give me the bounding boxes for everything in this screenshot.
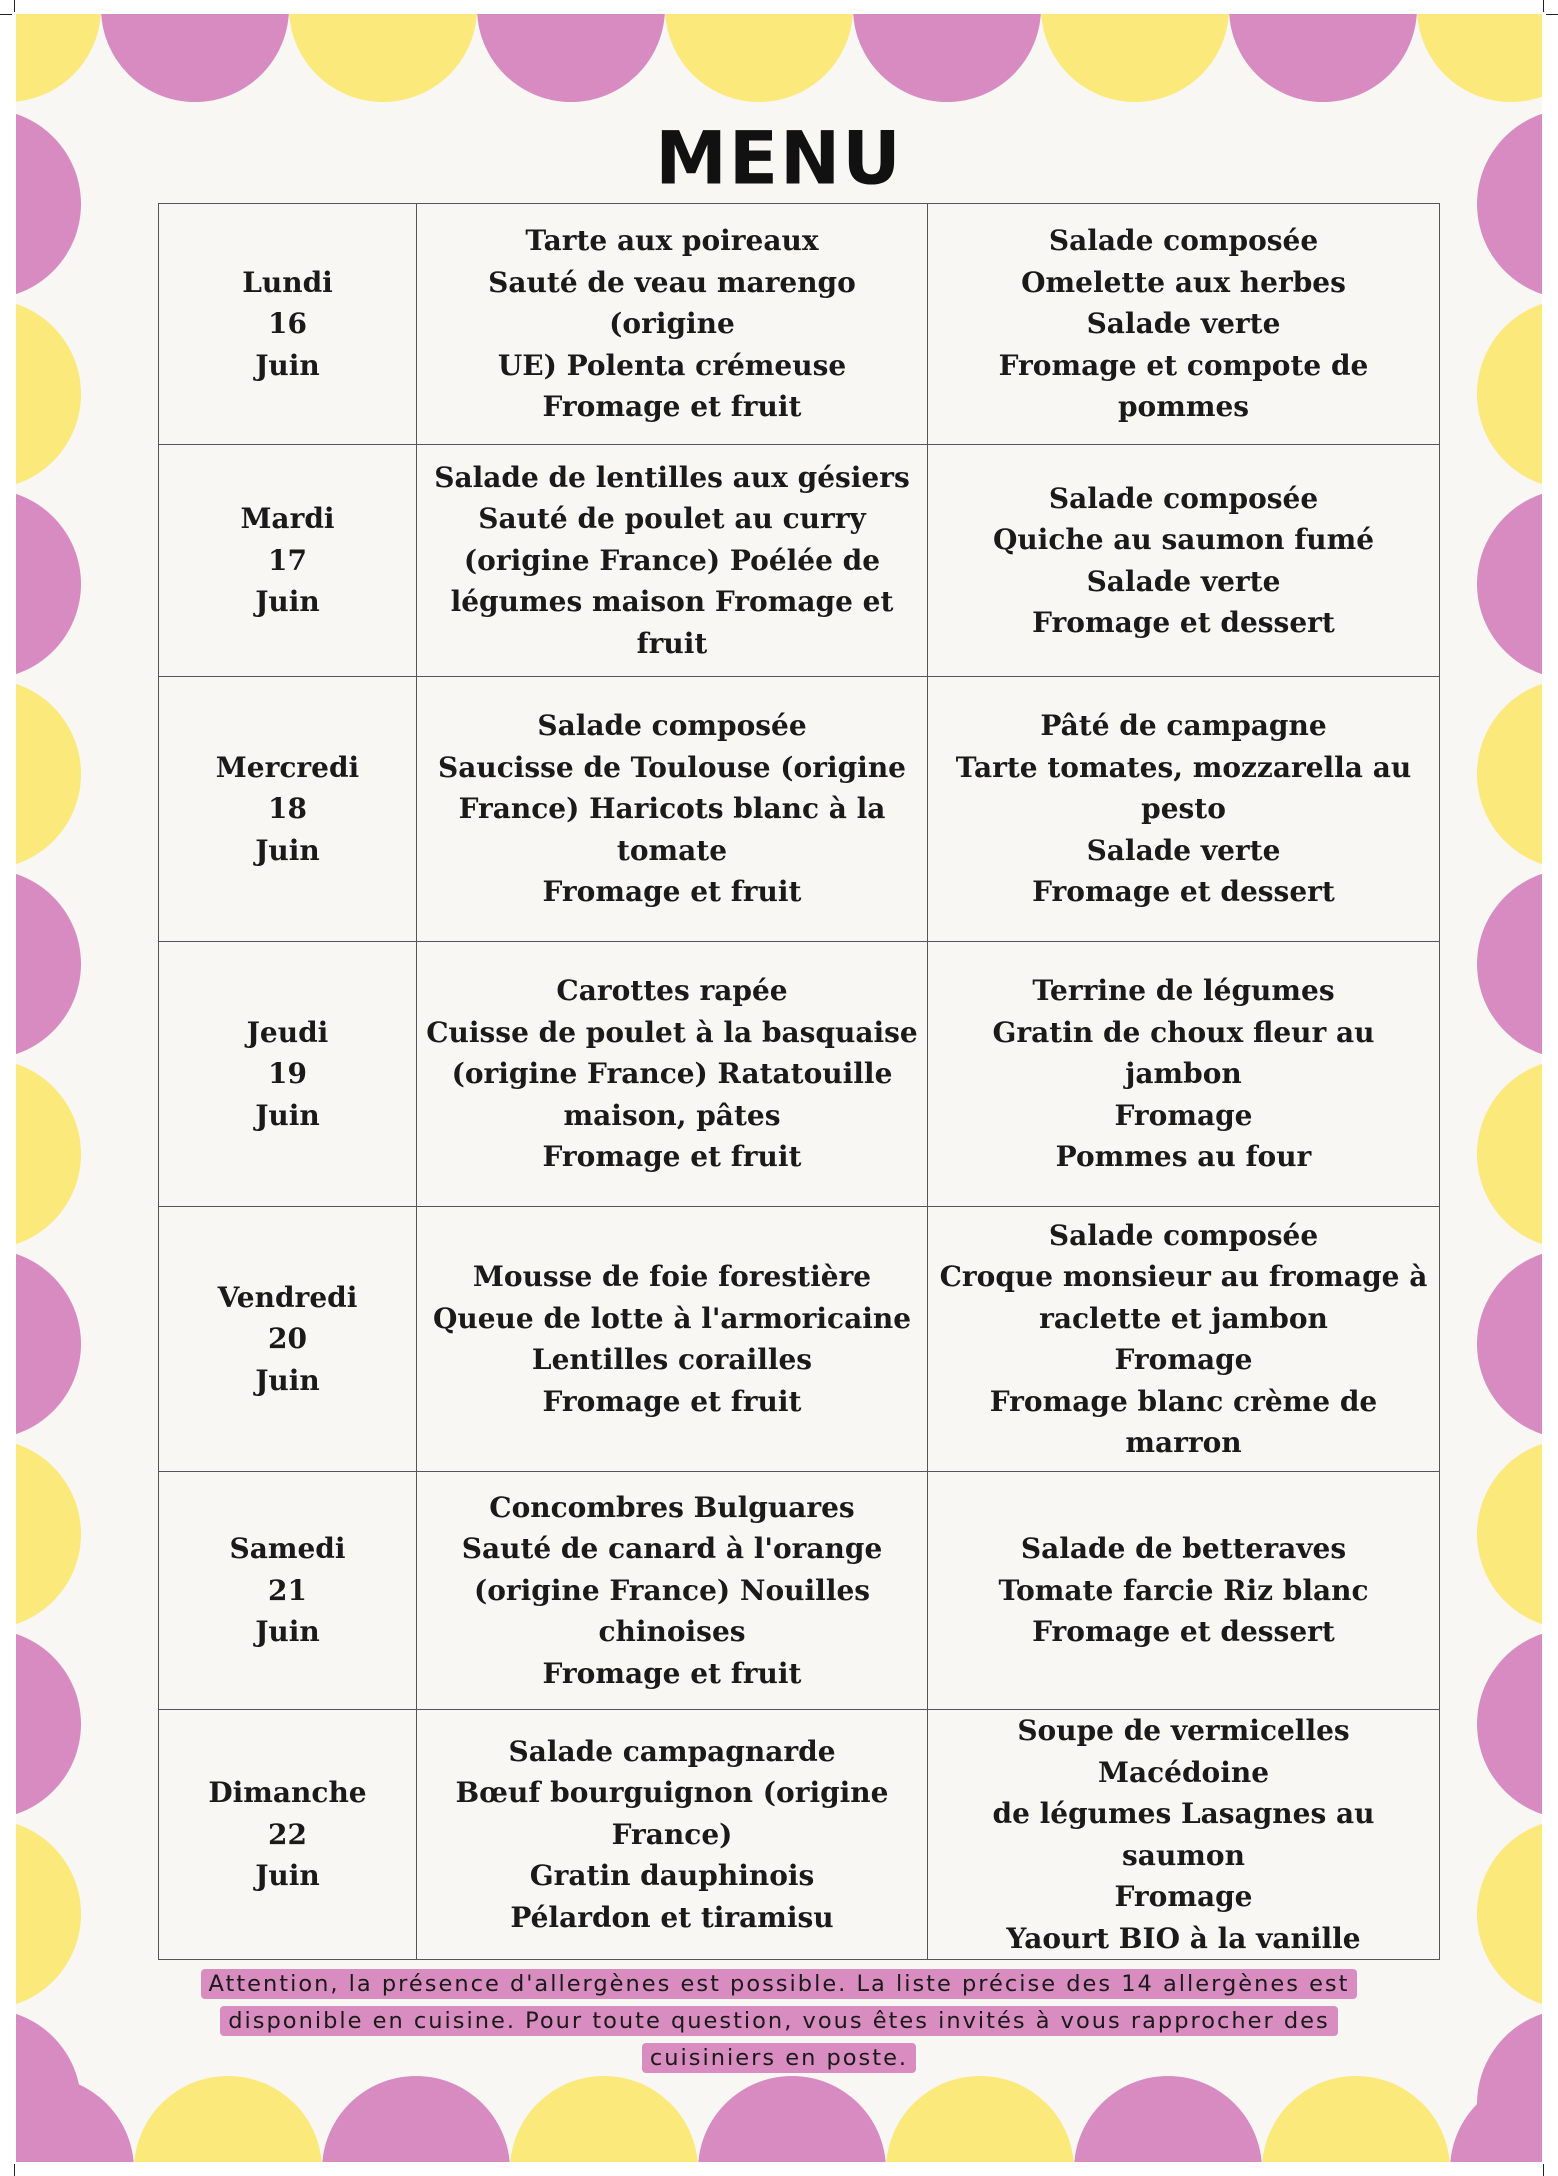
table-row xyxy=(159,677,1440,942)
crop-mark xyxy=(14,2164,15,2176)
day-month: Juin xyxy=(255,1615,320,1649)
menu-line: Bœuf bourguignon (origine xyxy=(455,1776,889,1810)
polka-dot xyxy=(665,14,853,102)
day-date: 16 xyxy=(268,307,307,341)
menu-line: Fromage et fruit xyxy=(542,875,802,909)
polka-dot xyxy=(1477,679,1542,869)
menu-line: Fromage et fruit xyxy=(542,1140,802,1174)
polka-dot xyxy=(886,2076,1074,2162)
polka-dot xyxy=(1477,489,1542,679)
menu-line: Gratin de choux fleur au xyxy=(992,1015,1375,1049)
menu-line: maison, pâtes xyxy=(563,1098,781,1132)
polka-dot xyxy=(1229,14,1417,102)
day-day: Mercredi xyxy=(215,750,360,784)
polka-dot xyxy=(16,14,101,102)
menu-line: Fromage et dessert xyxy=(1032,1615,1335,1649)
menu-line: Soupe de vermicelles Macédoine xyxy=(1017,1714,1350,1789)
menu-line: Salade verte xyxy=(1086,564,1281,598)
menu-line: de légumes Lasagnes au saumon xyxy=(992,1797,1375,1872)
day-cell xyxy=(159,942,417,1207)
polka-dot xyxy=(698,2076,886,2162)
menu-line: Tarte aux poireaux xyxy=(525,224,819,258)
menu-line: tomate xyxy=(616,833,728,867)
menu-line: (origine France) Nouilles xyxy=(473,1573,871,1607)
day-date: 19 xyxy=(268,1057,307,1091)
polka-dot xyxy=(16,299,81,489)
notice-line xyxy=(0,1966,1558,2003)
notice-text: Attention, la présence d'allergènes est possible. La liste précise des 14 allergènes est xyxy=(201,1969,1358,1999)
table-row xyxy=(159,942,1440,1207)
menu-line: Salade de lentilles aux gésiers xyxy=(434,460,910,494)
polka-dot xyxy=(1477,869,1542,1059)
day-month: Juin xyxy=(255,1098,320,1132)
day-month: Juin xyxy=(255,585,320,619)
menu-line: Salade composée xyxy=(537,709,807,743)
menu-line: Saucisse de Toulouse (origine xyxy=(438,750,906,784)
menu-line: Fromage et fruit xyxy=(542,1384,802,1418)
menu-line: Salade verte xyxy=(1086,833,1281,867)
menu-line: Fromage et dessert xyxy=(1032,875,1335,909)
menu-line: Salade composée xyxy=(1048,224,1319,258)
polka-dot xyxy=(16,869,81,1059)
menu-line: Cuisse de poulet à la basquaise xyxy=(426,1015,918,1049)
lunch-cell xyxy=(417,677,928,942)
table-row xyxy=(159,445,1440,677)
day-day: Jeudi xyxy=(246,1015,329,1049)
menu-line: (origine France) Poélée de xyxy=(463,543,881,577)
day-month: Juin xyxy=(255,1859,320,1893)
menu-line: Fromage blanc crème de xyxy=(989,1384,1378,1418)
table-row xyxy=(159,204,1440,445)
day-month: Juin xyxy=(255,348,320,382)
menu-line: jambon xyxy=(1125,1057,1242,1091)
menu-line: Fromage et fruit xyxy=(542,390,802,424)
menu-line: France) Haricots blanc à la xyxy=(458,792,886,826)
polka-dot xyxy=(134,2076,322,2162)
day-cell xyxy=(159,204,417,445)
allergen-notice xyxy=(0,1966,1558,2077)
menu-line: Queue de lotte à l'armoricaine xyxy=(432,1301,912,1335)
polka-dot xyxy=(1262,2076,1450,2162)
dinner-cell xyxy=(928,445,1440,677)
menu-line: chinoises xyxy=(598,1615,746,1649)
day-cell xyxy=(159,445,417,677)
crop-mark xyxy=(14,0,15,12)
polka-dot xyxy=(16,489,81,679)
day-month: Juin xyxy=(255,1363,320,1397)
lunch-cell xyxy=(417,942,928,1207)
menu-line: Pélardon et tiramisu xyxy=(510,1900,834,1934)
day-cell xyxy=(159,1710,417,1960)
polka-dot xyxy=(16,1629,81,1819)
menu-line: Sauté de veau marengo (origine xyxy=(488,265,856,341)
menu-line: Salade campagnarde xyxy=(508,1734,836,1768)
menu-line: pommes xyxy=(1117,390,1250,424)
day-day: Lundi xyxy=(242,265,333,299)
menu-line: Mousse de foie forestière xyxy=(472,1260,872,1293)
page-title: MENU xyxy=(655,115,903,201)
polka-dot xyxy=(1041,14,1229,102)
menu-line: Tarte tomates, mozzarella au xyxy=(955,750,1412,784)
polka-dot xyxy=(477,14,665,102)
menu-line: Quiche au saumon fumé xyxy=(992,523,1375,556)
dinner-cell xyxy=(928,942,1440,1207)
dinner-cell xyxy=(928,677,1440,942)
menu-line: Pâté de campagne xyxy=(1040,709,1327,743)
notice-text: disponible en cuisine. Pour toute question, vous êtes invités à vous rapprocher des xyxy=(220,2006,1337,2036)
day-day: Dimanche xyxy=(208,1776,367,1810)
crop-mark xyxy=(0,14,12,15)
menu-line: marron xyxy=(1125,1426,1242,1459)
polka-dot xyxy=(16,1249,81,1439)
menu-line: raclette et jambon xyxy=(1039,1301,1328,1335)
crop-mark xyxy=(1543,0,1544,12)
day-date: 17 xyxy=(268,543,307,577)
menu-line: Fromage xyxy=(1114,1343,1253,1376)
dinner-cell xyxy=(928,1472,1440,1710)
menu-line: Croque monsieur au fromage à xyxy=(939,1260,1428,1293)
day-cell xyxy=(159,1207,417,1472)
polka-dot xyxy=(1477,299,1542,489)
day-date: 18 xyxy=(268,792,307,826)
menu-line: Fromage et dessert xyxy=(1032,606,1335,639)
menu-line: Yaourt BIO à la vanille xyxy=(1006,1921,1361,1955)
menu-line: Fromage xyxy=(1114,1880,1253,1913)
crop-mark xyxy=(1546,14,1558,15)
menu-line: Terrine de légumes xyxy=(1032,974,1335,1008)
menu-line: fruit xyxy=(636,626,708,660)
dinner-cell xyxy=(928,1207,1440,1472)
menu-line: Carottes rapée xyxy=(556,974,788,1008)
menu-line: Salade verte xyxy=(1086,307,1281,341)
polka-dot xyxy=(289,14,477,102)
menu-line: Sauté de canard à l'orange xyxy=(461,1532,883,1566)
polka-dot xyxy=(1477,1249,1542,1439)
menu-line: Salade composée xyxy=(1048,481,1319,515)
menu-line: Sauté de poulet au curry xyxy=(478,502,866,536)
dinner-cell xyxy=(928,1710,1440,1960)
polka-dot xyxy=(16,679,81,869)
polka-dot xyxy=(510,2076,698,2162)
polka-dot xyxy=(1417,14,1542,102)
lunch-cell xyxy=(417,1207,928,1472)
menu-line: Gratin dauphinois xyxy=(529,1859,815,1893)
menu-line: légumes maison Fromage et xyxy=(450,585,894,619)
day-cell xyxy=(159,677,417,942)
menu-line: Lentilles corailles xyxy=(531,1343,813,1376)
day-cell xyxy=(159,1472,417,1710)
menu-line: Fromage xyxy=(1114,1098,1253,1132)
table-row xyxy=(159,1207,1440,1472)
menu-line: Pommes au four xyxy=(1055,1140,1312,1174)
menu-table xyxy=(158,203,1440,1960)
menu-line: Fromage et compote de xyxy=(998,348,1369,382)
menu-line: (origine France) Ratatouille xyxy=(451,1057,893,1091)
day-month: Juin xyxy=(255,833,320,867)
notice-line xyxy=(0,2003,1558,2040)
day-date: 22 xyxy=(268,1817,307,1851)
day-day: Vendredi xyxy=(217,1280,358,1314)
notice-line xyxy=(0,2040,1558,2077)
menu-line: Salade composée xyxy=(1048,1218,1319,1252)
menu-line: Fromage et fruit xyxy=(542,1656,802,1690)
lunch-cell xyxy=(417,204,928,445)
menu-line: pesto xyxy=(1141,792,1226,826)
table-row xyxy=(159,1472,1440,1710)
day-day: Samedi xyxy=(229,1532,346,1566)
table-row xyxy=(159,1710,1440,1960)
polka-dot xyxy=(322,2076,510,2162)
menu-line: Concombres Bulguares xyxy=(489,1490,855,1524)
lunch-cell xyxy=(417,1472,928,1710)
crop-mark xyxy=(1543,2164,1544,2176)
lunch-cell xyxy=(417,1710,928,1960)
menu-line: UE) Polenta crémeuse xyxy=(497,348,847,382)
menu-line: Tomate farcie Riz blanc xyxy=(998,1573,1369,1607)
polka-dot xyxy=(16,1439,81,1629)
menu-line: Salade de betteraves xyxy=(1020,1532,1347,1566)
polka-dot xyxy=(1477,1059,1542,1249)
polka-dot xyxy=(853,14,1041,102)
polka-dot xyxy=(1074,2076,1262,2162)
lunch-cell xyxy=(417,445,928,677)
polka-dot xyxy=(1477,1629,1542,1819)
polka-dot xyxy=(101,14,289,102)
menu-line: France) xyxy=(611,1817,733,1851)
day-date: 21 xyxy=(268,1573,307,1607)
polka-dot xyxy=(16,1059,81,1249)
day-date: 20 xyxy=(268,1322,307,1356)
notice-text: cuisiniers en poste. xyxy=(642,2043,916,2073)
dinner-cell xyxy=(928,204,1440,445)
menu-line: Omelette aux herbes xyxy=(1021,265,1346,299)
polka-dot xyxy=(1477,1439,1542,1629)
day-day: Mardi xyxy=(240,502,335,536)
